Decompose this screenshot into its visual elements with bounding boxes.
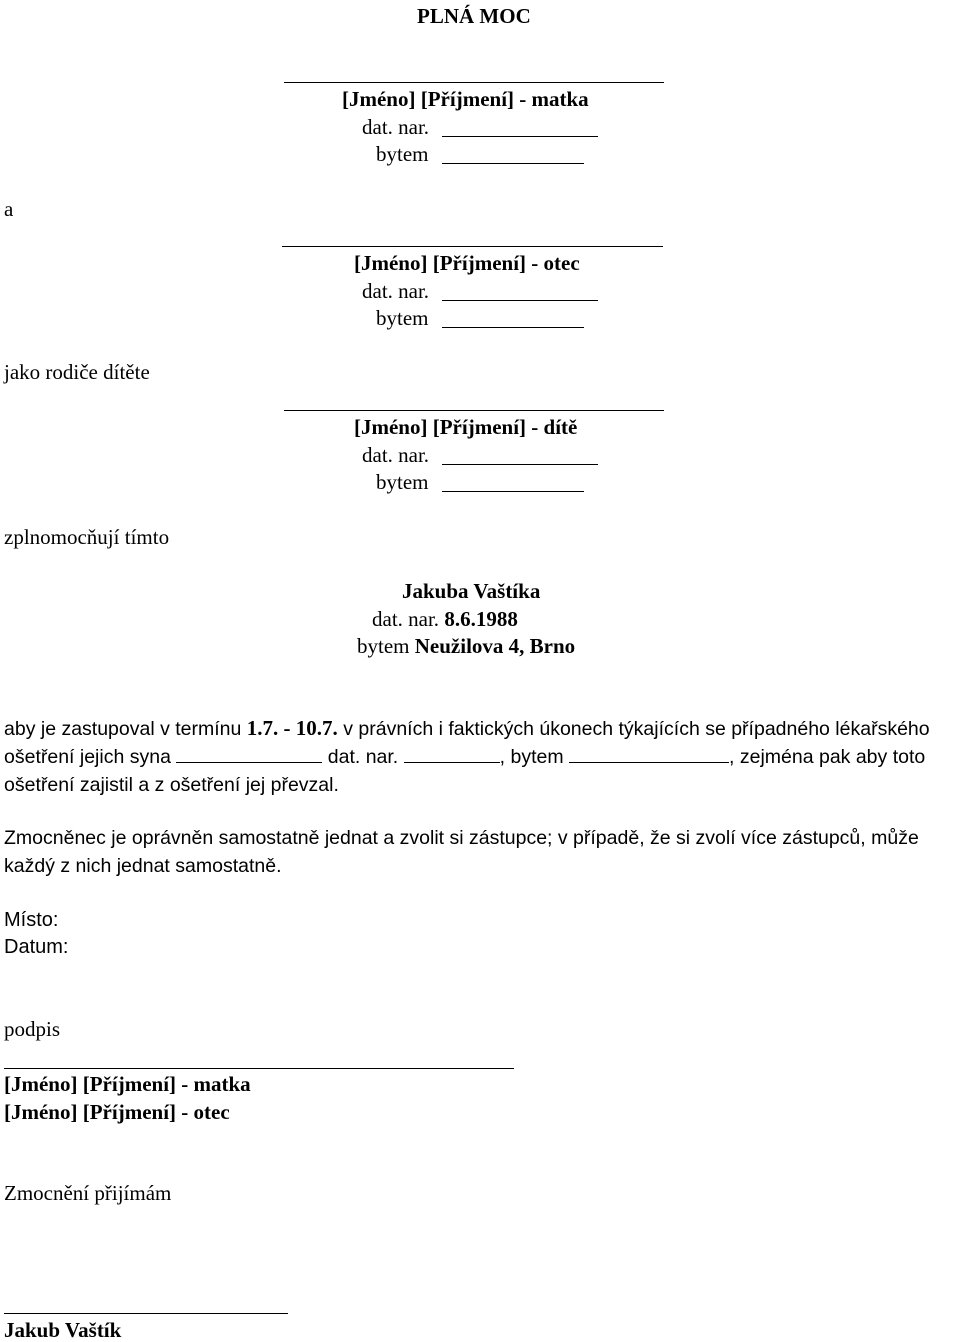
father-birth-blank — [442, 300, 598, 301]
mandate-text-2: v právních i faktických úkonech týkajících se případného lékařského ošetření jejich syna — [4, 718, 930, 768]
father-address-blank — [442, 327, 584, 328]
mandate-text-5: , zejména pak aby toto ošetření zajistil a z ošetření jej převzal. — [4, 746, 926, 796]
child-address-label: bytem — [376, 470, 429, 494]
child-birth-blank — [442, 464, 598, 465]
child-name: [Jméno] [Příjmení] - dítě — [354, 415, 578, 439]
signer-mother: [Jméno] [Příjmení] - matka — [4, 1072, 251, 1096]
substitution-paragraph: Zmocněnec je oprávněn samostatně jednat a zvolit si zástupce; v případě, že si zvolí více zástupců, může každý z nich jednat samostatně. — [4, 827, 919, 877]
agent-address: Neužilova 4, Brno — [414, 634, 576, 658]
mandate-paragraph — [4, 714, 956, 799]
signature-label: podpis — [4, 1017, 61, 1041]
authorize-text: zplnomocňují tímto — [4, 525, 170, 549]
acceptance-label: Zmocnění přijímám — [4, 1181, 172, 1205]
father-name-line — [282, 246, 663, 247]
mandate-text-3: dat. nar. — [322, 746, 404, 768]
as-parents-text: jako rodiče dítěte — [4, 360, 150, 384]
mandate-term: 1.7. - 10.7. — [246, 716, 338, 740]
document-title: PLNÁ MOC — [417, 4, 531, 28]
son-name-blank — [176, 746, 322, 763]
mandate-text-4: , bytem — [499, 746, 570, 768]
child-address-blank — [442, 491, 584, 492]
father-name: [Jméno] [Příjmení] - otec — [354, 251, 580, 275]
mother-address-label: bytem — [376, 142, 429, 166]
child-name-line — [284, 410, 664, 411]
mandate-text-1: aby je zastupoval v termínu — [4, 718, 247, 740]
mother-name-line — [284, 82, 664, 83]
signature-line — [4, 1068, 514, 1069]
signer-father: [Jméno] [Příjmení] - otec — [4, 1100, 230, 1124]
conjunction-and: a — [4, 197, 14, 221]
father-birth-label: dat. nar. — [362, 279, 430, 303]
agent-signature-line — [4, 1313, 288, 1314]
son-birth-blank — [404, 746, 500, 763]
agent-birth-label: dat. nar. — [372, 607, 440, 631]
agent-name: Jakuba Vaštíka — [402, 579, 541, 603]
mother-address-blank — [442, 163, 584, 164]
father-address-label: bytem — [376, 306, 429, 330]
agent-address-label: bytem — [357, 634, 410, 658]
son-address-blank — [569, 746, 729, 763]
agent-birth-date: 8.6.1988 — [444, 607, 518, 631]
mother-name: [Jméno] [Příjmení] - matka — [342, 87, 589, 111]
child-birth-label: dat. nar. — [362, 443, 430, 467]
agent-signature-name: Jakub Vaštík — [4, 1318, 122, 1342]
mother-birth-blank — [442, 136, 598, 137]
place-label: Místo: — [4, 909, 59, 931]
date-label: Datum: — [4, 936, 69, 958]
mother-birth-label: dat. nar. — [362, 115, 430, 139]
